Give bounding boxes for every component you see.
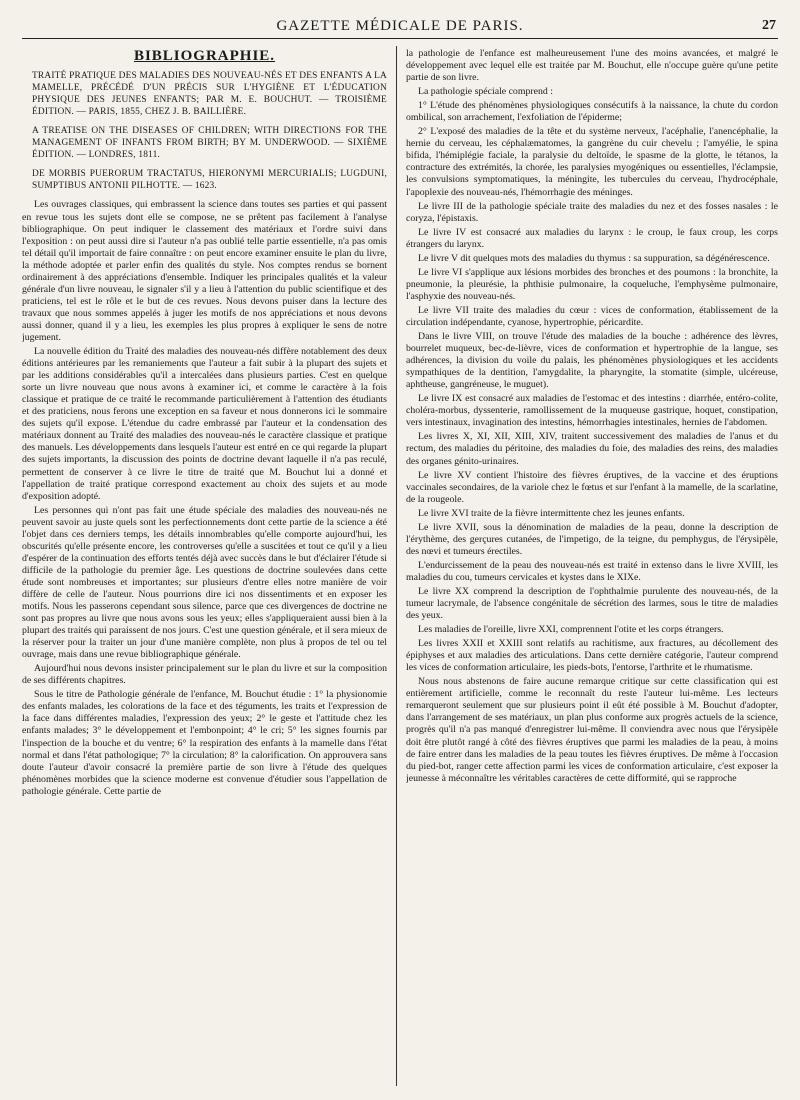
column-divider <box>396 46 397 1086</box>
body-paragraph: 1° L'étude des phénomènes physiologiques consécutifs à la naissance, la chute du cordon ombilical, son arrachement, l'exfoliation de l'épiderme; <box>406 100 778 124</box>
body-paragraph: 2° L'exposé des maladies de la tête et du système nerveux, l'acéphalie, l'anencéphalie, la hernie du cerveau, les céphalæmatomes, la gangrène du cuir chevelu ; l'amyélie, le spina bifida, l'hémiplégie faciale, la paralysie du deltoïde, le spasme de la glotte, le tétanos, la contracture des extrémités, la chorée, les paralysies myogéniques ou essentielles, l'éclampsie, les convulsions symptomatiques, la méningite, les tubercules du cerveau, l'hydrocéphale, l'apoplexie des nouveau-nés, l'hémorrhagie des méninges. <box>406 126 778 198</box>
body-paragraph: Le livre V dit quelques mots des maladies du thymus : sa suppuration, sa dégénérescence. <box>418 252 770 264</box>
body-paragraph: Le livre IX est consacré aux maladies de l'estomac et des intestins : diarrhée, entéro-colite, choléra-morbus, dyssenterie, ramollissement de la muqueuse gastrique, hoquet, constipation, vers intestinaux, invagination des intestins, hémorrhagies intestinales, hernies de l'abdomen. <box>406 393 778 429</box>
reference-entry: A TREATISE ON THE DISEASES OF CHILDREN; WITH DIRECTIONS FOR THE MANAGEMENT OF INFANTS FROM BIRTH; BY M. UNDERWOOD. — SIXIÈME ÉDITION. — LONDRES, 1811. <box>32 126 387 161</box>
body-paragraph: Le livre XX comprend la description de l'ophthalmie purulente des nouveau-nés, de la tumeur lacrymale, de l'absence congénitale de sécrétion des larmes, sous le titre de maladies des yeux. <box>406 585 778 622</box>
body-paragraph: Le livre XV contient l'histoire des fièvres éruptives, de la vaccine et des éruptions vaccinales secondaires, de la variole chez le fœtus et sur l'enfant à la mamelle, de la scarlatine, de la rougeole. <box>406 469 778 505</box>
body-paragraph: Nous nous abstenons de faire aucune remarque critique sur cette classification qui est entièrement artificielle, comme le reconnaît du reste l'auteur lui-même. Les lecteurs remarqueront seulement que sur plusieurs point il eût été possible à M. Bouchut d'adopter, dans l'arrangement de ses matériaux, un plan plus conforme aux progrès actuels de la science, progrès qu'il n'a pas manqué d'enregistrer lui-même. Il conviendra avec nous que l'érysipèle doit être plutôt rangé à côté des fièvres éruptives que parmi les maladies de la peau, à moins de faire entrer dans les maladies de la peau toutes les fièvres éruptives. De même à l'occasion du pied-bot, ranger cette affection parmi les vices de conformation articulaire, c'est exposer la jeunesse à méconnaître les véritables caractères de cette difformité, qui se rapproche <box>406 676 778 784</box>
body-paragraph: la pathologie de l'enfance est malheureusement l'une des moins avancées, et malgré le développement avec lequel elle est traitée par M. Bouchut, elle n'occupe guère qu'une petite partie de son livre. <box>406 48 778 84</box>
body-paragraph: L'endurcissement de la peau des nouveau-nés est traité in extenso dans le livre XVIII, les maladies du cou, tumeurs cervicales et kystes dans le XIXe. <box>406 559 778 583</box>
journal-title: GAZETTE MÉDICALE DE PARIS. <box>276 18 524 34</box>
page-header <box>22 14 778 39</box>
right-column <box>406 48 778 1088</box>
body-paragraph: Le livre VII traite des maladies du cœur : vices de conformation, établissement de la circulation indépendante, cyanose, hypertrophie, péricardite. <box>406 304 778 328</box>
body-paragraph: Aujourd'hui nous devons insister principalement sur le plan du livre et sur la composition de ses différents chapitres. <box>22 663 387 687</box>
body-paragraph: La nouvelle édition du Traité des maladies des nouveau-nés diffère notablement des deux éditions antérieures par les remaniements que l'auteur a fait subir à la plupart des sujets et par les additions considérables qu'il a intercalées dans plusieurs parties. C'est en quelque sorte un livre nouveau que nous avons à examiner ici, et comme le caractère à la fois classique et pratique de ce traité le recommande particulièrement à l'attention des étudiants et des praticiens, nous ferons une exception en sa faveur et nous donnerons ici le sommaire des sujets qu'il expose. L'étendue du cadre embrassé par l'auteur et la condensation des matériaux donnent au Traité des maladies des nouveau-nés le caractère classique et pratique des manuels. Les développements dans lesquels l'auteur est entré en ce qui regarde la plupart des sujets importants, la discussion des points de doctrine devant laquelle il n'a pas reculé, permettent de conserver à ce livre le titre de traité que M. Bouchut lui a donné et l'appellation de traité pratique correspond exactement au choix des sujets et au mode d'exposition adopté. <box>22 346 387 502</box>
body-paragraph: Le livre XVII, sous la dénomination de maladies de la peau, donne la description de l'érythème, des gerçures cutanées, de l'impetigo, de la teigne, du pemphygus, de l'érysipèle, des nœvi et tumeurs érectiles. <box>406 521 778 557</box>
body-paragraph: Les livres X, XI, XII, XIII, XIV, traitent successivement des maladies de l'anus et du rectum, des maladies du péritoine, des maladies du foie, des maladies des reins, des maladies des organes génito-urinaires. <box>406 431 778 467</box>
body-paragraph: La pathologie spéciale comprend : <box>418 86 553 98</box>
body-paragraph: Le livre VI s'applique aux lésions morbides des bronches et des poumons : la bronchite, la pneumonie, la pleurésie, la phthisie pulmonaire, la coqueluche, l'emphysème pulmonaire, l'asphyxie des nouveau-nés. <box>406 266 778 302</box>
reference-entry: TRAITÉ PRATIQUE DES MALADIES DES NOUVEAU-NÉS ET DES ENFANTS A LA MAMELLE, PRÉCÉDÉ D'UN PRÉCIS SUR L'HYGIÈNE ET L'ÉDUCATION PHYSIQUE DES JEUNES ENFANTS; PAR M. E. BOUCHUT. — TROISIÈME ÉDITION. — PARIS, 1855, CHEZ J. B. BAILLIÈRE. <box>32 71 387 118</box>
left-column <box>22 48 387 1088</box>
page-number: 27 <box>762 18 776 33</box>
reference-entry: DE MORBIS PUERORUM TRACTATUS, HIERONYMI MERCURIALIS; LUGDUNI, SUMPTIBUS ANTONII PILHOTTE. — 1623. <box>32 169 387 192</box>
body-paragraph: Les personnes qui n'ont pas fait une étude spéciale des maladies des nouveau-nés ne peuvent savoir au juste quels sont les perfectionnements dont cette partie de la science a été l'objet dans ces derniers temps, les détails innombrables qu'elle comporte aujourd'hui, les obscurités qu'elle présente encore, les controverses qu'elle a suscitées et tout ce qu'il y a lieu d'espérer de la continuation des efforts tentés déjà avec succès dans le but d'éclairer l'étude si difficile de la pathologie du premier âge. Les questions de doctrine soulevées dans cette étude sont nombreuses et importantes; sur plusieurs d'entre elles notre manière de voir diffère de celle de l'auteur. Nous pourrions dire ici nos dissentiments et en exposer les motifs. Nous les passerons cependant sous silence, parce que ces divergences de doctrine ne sont pas propres au livre que nous avons sous les yeux; elles s'appliqueraient aussi bien à la plupart des traités qui paraissent de nos jours. C'est une question générale, et il sera mieux de la réserver pour la traiter un jour d'une manière complète, non plus à propos de tel ou tel ouvrage, mais dans une revue bibliographique générale. <box>22 504 387 661</box>
body-paragraph: Les ouvrages classiques, qui embrassent la science dans toutes ses parties et qui passent en revue tous les sujets dont elle se compose, ne se prêtent pas facilement à l'analyse bibliographique. On peut indiquer le classement des matériaux et l'ordre suivi dans l'exposition : on peut aussi dire si l'auteur n'a pas oublié telle partie essentielle, n'a pas omis tel détail qu'il importait de faire connaître : on peut encore examiner ensuite le plan du livre, la méthode adoptée et parler enfin des qualités du style. Nos comptes rendus se bornent ordinairement à des appréciations d'ensemble. Indiquer les principales qualités et la valeur générale d'un livre nouveau, le signaler s'il y a lieu à l'attention du public scientifique et des praticiens, tel est le rôle et le but de ces revues. Nous devons puiser dans la lecture des travaux que nous sommes appelés à juger les motifs de nos appréciations et nous devons aussi donner, quand il y a lieu, les exemples les plus propres à expliquer le sens de notre jugement. <box>22 199 387 343</box>
body-paragraph: Sous le titre de Pathologie générale de l'enfance, M. Bouchut étudie : 1° la physionomie des enfants malades, les colorations de la face et des téguments, les traits et l'expression de la face dans différentes maladies, l'expression des yeux; 2° le geste et l'attitude chez les enfants malades; 3° le développement et l'embonpoint; 4° le cri; 5° les signes fournis par l'inspection de la bouche et du ventre; 6° la respiration des enfants à la mamelle dans l'état normal et dans l'état pathologique; 7° la circulation; 8° la calorification. On approuvera sans doute l'auteur d'avoir consacré la première partie de son livre à l'étude des quelques phénomènes morbides que la science moderne est convenue d'étudier sous l'appellation de pathologie générale. Cette partie de <box>22 689 387 797</box>
body-paragraph: Le livre XVI traite de la fièvre intermittente chez les jeunes enfants. <box>418 507 685 519</box>
section-title: BIBLIOGRAPHIE. <box>133 48 276 64</box>
body-paragraph: Dans le livre VIII, on trouve l'étude des maladies de la bouche : adhérence des lèvres, bourrelet muqueux, bec-de-lièvre, vices de conformation et hypertrophie de la langue, ses adhérences, la division du voile du palais, les phénomènes physiologiques et les accidents sympathiques de la dentition, l'amygdalite, la pharyngite, la stomatite (simple, ulcéreuse, aphtheuse, gangréneuse, le muguet). <box>406 331 778 391</box>
body-paragraph: Les livres XXII et XXIII sont relatifs au rachitisme, aux fractures, au décollement des épiphyses et aux maladies des articulations. Dans cette dernière catégorie, l'auteur comprend les vices de conformation articulaire, les pieds-bots, l'entorse, l'arthrite et le rhumatisme. <box>406 638 778 674</box>
body-paragraph: Le livre IV est consacré aux maladies du larynx : le croup, le faux croup, les corps étrangers du larynx. <box>406 226 778 250</box>
body-paragraph: Les maladies de l'oreille, livre XXI, comprennent l'otite et les corps étrangers. <box>418 624 724 636</box>
body-paragraph: Le livre III de la pathologie spéciale traite des maladies du nez et des fosses nasales : le coryza, l'épistaxis. <box>406 200 778 224</box>
